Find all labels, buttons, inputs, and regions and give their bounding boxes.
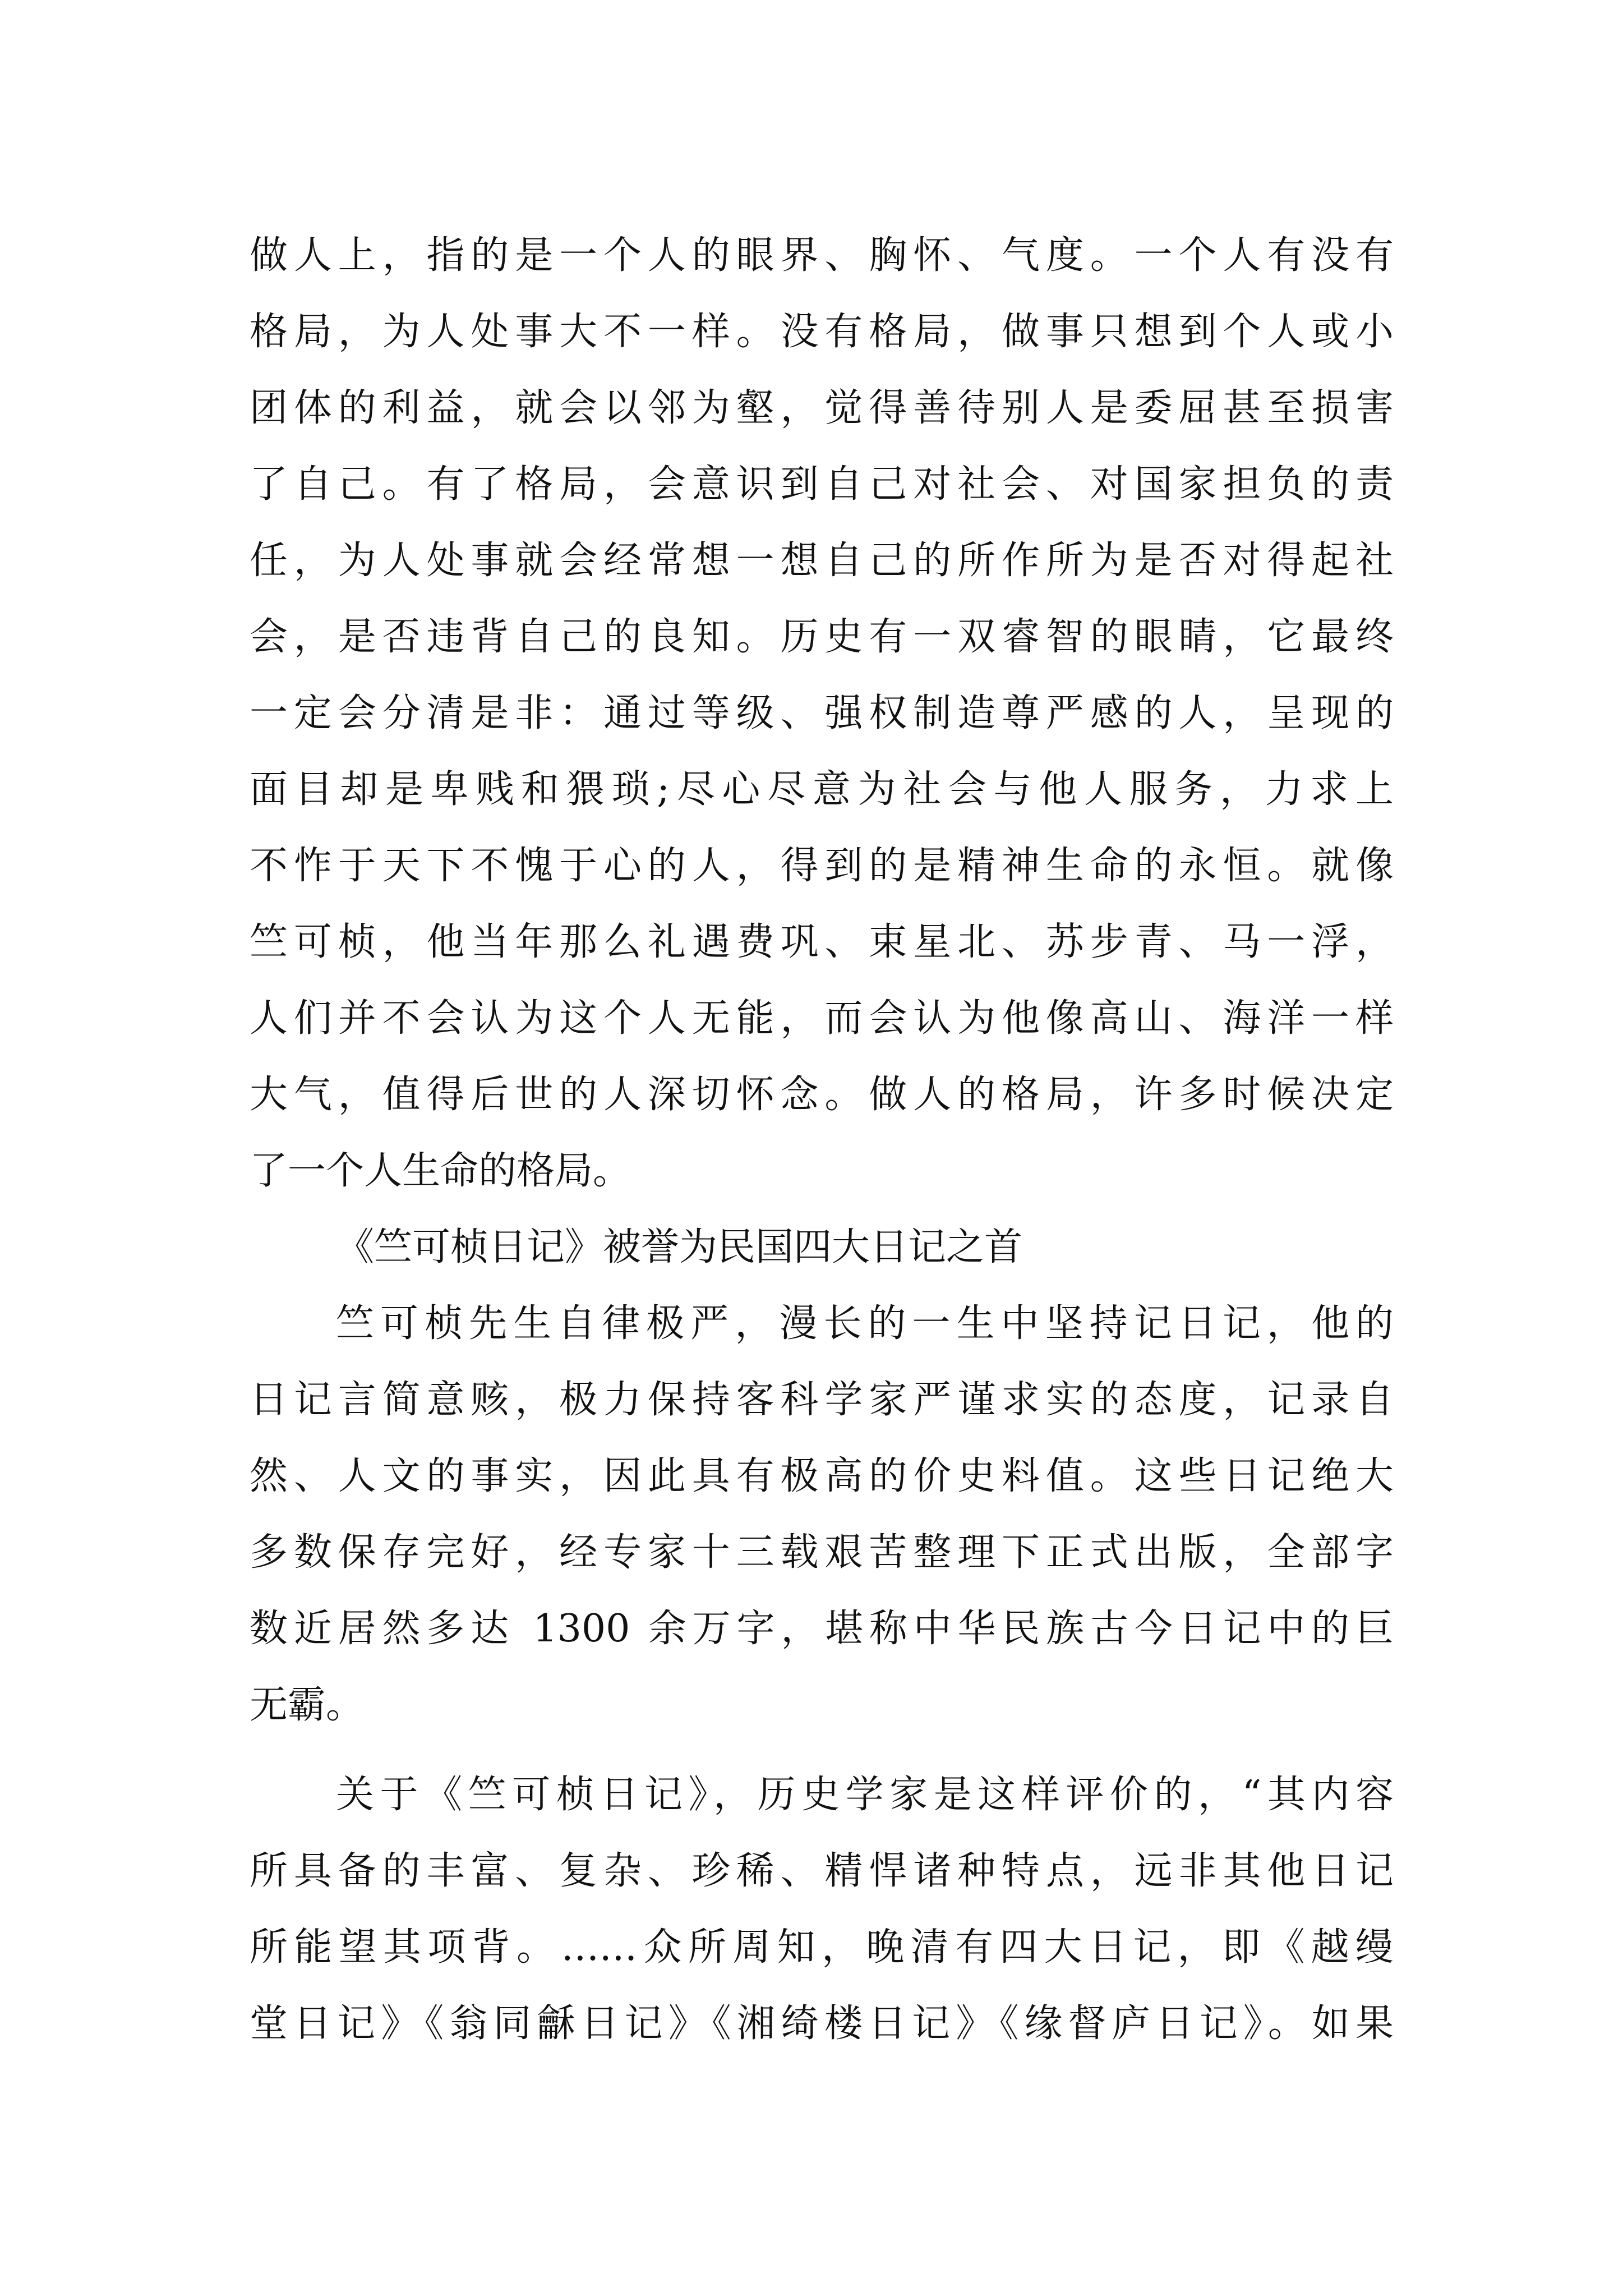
- paragraph: [250, 1757, 1394, 2062]
- text-line: 团体的利益，就会以邻为壑，觉得善待别人是委屈甚至损害: [250, 386, 1394, 430]
- document-body: [250, 218, 1394, 2062]
- paragraph-spacing: [250, 1743, 1394, 1757]
- text-line: 竺可桢，他当年那么礼遇费巩、束星北、苏步青、马一浮，: [250, 920, 1394, 964]
- text-line: 了一个人生命的格局。: [250, 1149, 631, 1193]
- text-line: 人们并不会认为这个人无能，而会认为他像高山、海洋一样: [250, 996, 1394, 1041]
- heading-text: 《竺可桢日记》被誉为民国四大日记之首: [336, 1225, 1023, 1269]
- text-line: 竺可桢先生自律极严，漫长的一生中坚持记日记，他的: [336, 1301, 1394, 1346]
- text-line: 所具备的丰富、复杂、珍稀、精悍诸种特点，远非其他日记: [250, 1849, 1394, 1893]
- text-line: 无霸。: [250, 1683, 365, 1727]
- text-line: 日记言简意赅，极力保持客科学家严谨求实的态度，记录自: [250, 1378, 1394, 1422]
- text-line: 任，为人处事就会经常想一想自己的所作所为是否对得起社: [250, 539, 1394, 583]
- text-line: 一定会分清是非：通过等级、强权制造尊严感的人，呈现的: [250, 691, 1394, 735]
- text-line: 数近居然多达 1300 余万字，堪称中华民族古今日记中的巨: [250, 1607, 1394, 1651]
- text-line: 会，是否违背自己的良知。历史有一双睿智的眼睛，它最终: [250, 615, 1394, 659]
- text-line: 多数保存完好，经专家十三载艰苦整理下正式出版，全部字: [250, 1530, 1394, 1575]
- text-line: 关于《竺可桢日记》，历史学家是这样评价的，“其内容: [336, 1773, 1394, 1817]
- text-line: 面目却是卑贱和猥琐;尽心尽意为社会与他人服务，力求上: [250, 767, 1394, 812]
- paragraph: [250, 1286, 1394, 1743]
- text-line: 堂日记》《翁同龢日记》《湘绮楼日记》《缘督庐日记》。如果: [250, 2001, 1394, 2046]
- text-line: 然、人文的事实，因此具有极高的价史料值。这些日记绝大: [250, 1454, 1394, 1498]
- section-heading: [250, 1209, 1394, 1286]
- text-line: 大气，值得后世的人深切怀念。做人的格局，许多时候决定: [250, 1073, 1394, 1117]
- paragraph: [250, 218, 1394, 1209]
- text-line: 所能望其项背。……众所周知，晚清有四大日记，即《越缦: [250, 1925, 1394, 1970]
- text-line: 格局，为人处事大不一样。没有格局，做事只想到个人或小: [250, 310, 1394, 354]
- text-line: 不怍于天下不愧于心的人，得到的是精神生命的永恒。就像: [250, 844, 1394, 888]
- text-line: 做人上，指的是一个人的眼界、胸怀、气度。一个人有没有: [250, 233, 1394, 278]
- text-line: 了自己。有了格局，会意识到自己对社会、对国家担负的责: [250, 462, 1394, 507]
